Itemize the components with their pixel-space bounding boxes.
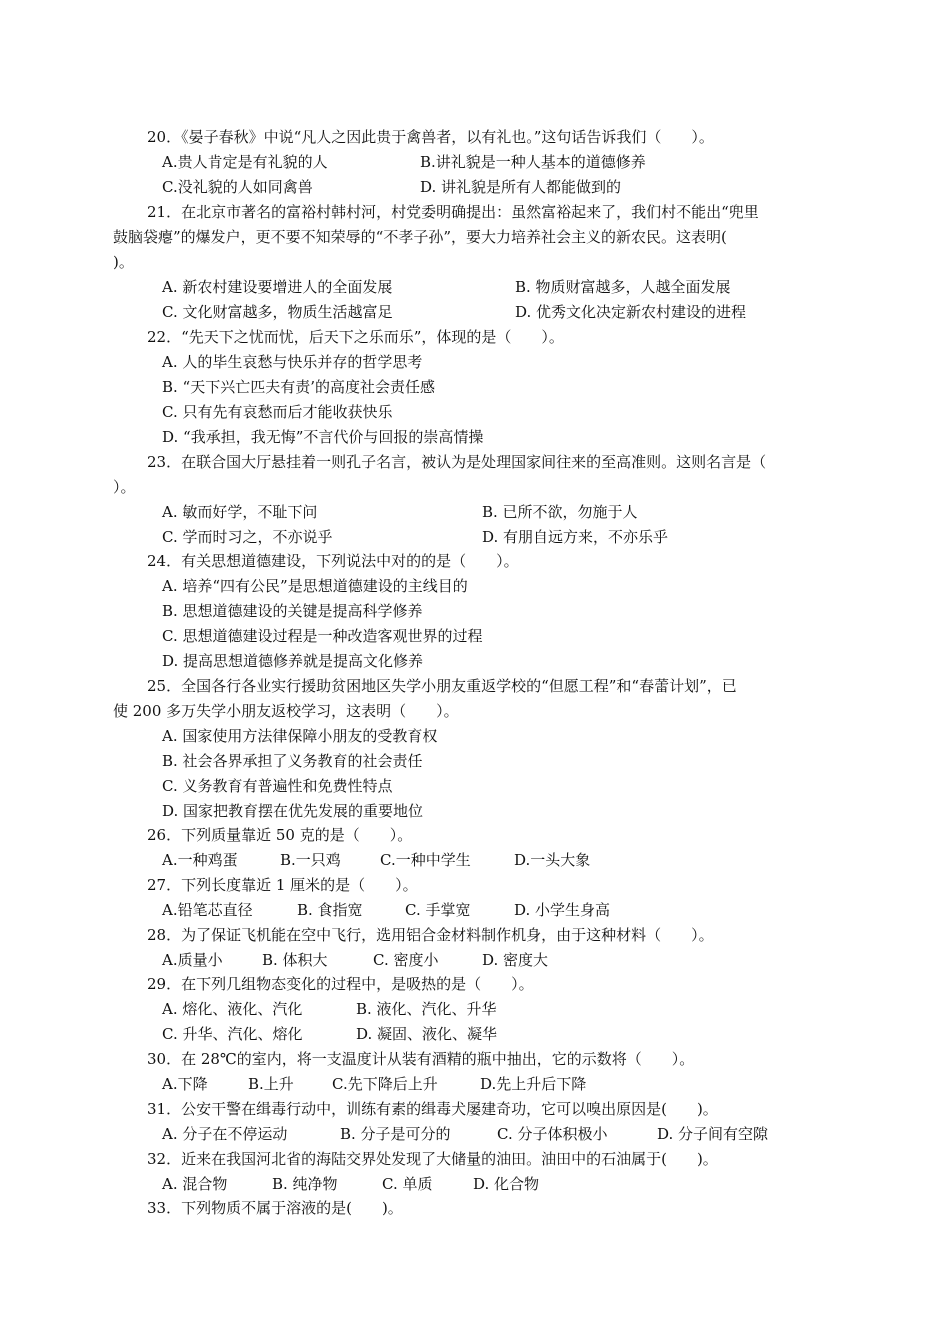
option: C. 只有先有哀愁而后才能收获快乐 <box>162 403 393 421</box>
option: D. 化合物 <box>473 1175 540 1193</box>
option: B. 思想道德建设的关键是提高科学修养 <box>162 602 423 620</box>
question-22: 22．“先天下之忧而忧，后天下之乐而乐”，体现的是（ ）。 <box>147 328 564 346</box>
question-25-cont: 使 200 多万失学小朋友返校学习，这表明（ ）。 <box>113 702 459 720</box>
option: D. 讲礼貌是所有人都能做到的 <box>420 178 622 196</box>
question-25: 25．全国各行各业实行援助贫困地区失学小朋友重返学校的“但愿工程”和“春蕾计划”，已 <box>147 677 737 695</box>
option: A.贵人肯定是有礼貌的人 <box>162 153 328 171</box>
question-31: 31．公安干警在缉毒行动中，训练有素的缉毒犬屡建奇功，它可以嗅出原因是( )。 <box>147 1100 718 1118</box>
option: D. 密度大 <box>482 951 549 969</box>
option: B.上升 <box>248 1075 294 1093</box>
option: D. 有朋自远方来，不亦乐乎 <box>482 528 669 546</box>
question-30: 30．在 28℃的室内，将一支温度计从装有酒精的瓶中抽出，它的示数将（ ）。 <box>147 1050 695 1068</box>
question-29: 29．在下列几组物态变化的过程中，是吸热的是（ ）。 <box>147 975 534 993</box>
option: A.下降 <box>162 1075 208 1093</box>
option: B.讲礼貌是一种人基本的道德修养 <box>420 153 646 171</box>
option: C. 升华、汽化、熔化 <box>162 1025 303 1043</box>
option: D. “我承担，我无悔”不言代价与回报的崇高情操 <box>162 428 484 446</box>
option: B. 物质财富越多，人越全面发展 <box>515 278 731 296</box>
option: C. 义务教育有普遍性和免费性特点 <box>162 777 393 795</box>
option: D. 小学生身高 <box>514 901 611 919</box>
option: A. 国家使用方法律保障小朋友的受教育权 <box>162 727 438 745</box>
option: B. 液化、汽化、升华 <box>356 1000 497 1018</box>
option: C. 学而时习之，不亦说乎 <box>162 528 333 546</box>
question-21: 21．在北京市著名的富裕村韩村河，村党委明确提出：虽然富裕起来了，我们村不能出“兜里 <box>147 203 759 221</box>
option: D.一头大象 <box>514 851 591 869</box>
option: A. 分子在不停运动 <box>162 1125 288 1143</box>
option: C. 思想道德建设过程是一种改造客观世界的过程 <box>162 627 483 645</box>
option: D.先上升后下降 <box>480 1075 587 1093</box>
option: D. 提高思想道德修养就是提高文化修养 <box>162 652 424 670</box>
option: C.一种中学生 <box>380 851 471 869</box>
question-21-cont: )。 <box>113 253 134 271</box>
option: A. 人的毕生哀愁与快乐并存的哲学思考 <box>162 353 423 371</box>
option: D. 分子间有空隙 <box>657 1125 769 1143</box>
question-33: 33．下列物质不属于溶液的是( )。 <box>147 1199 403 1217</box>
option: B. 食指宽 <box>297 901 363 919</box>
option: C. 密度小 <box>373 951 439 969</box>
option: A. 新农村建设要增进人的全面发展 <box>162 278 393 296</box>
option: C.先下降后上升 <box>332 1075 438 1093</box>
question-23-cont: ）。 <box>113 478 136 496</box>
question-32: 32．近来在我国河北省的海陆交界处发现了大储量的油田。油田中的石油属于( )。 <box>147 1150 718 1168</box>
option: D. 国家把教育摆在优先发展的重要地位 <box>162 802 424 820</box>
option: A. 熔化、液化、汽化 <box>162 1000 303 1018</box>
option: A. 培养“四有公民”是思想道德建设的主线目的 <box>162 577 468 595</box>
option: B. 分子是可分的 <box>340 1125 451 1143</box>
option: A.一种鸡蛋 <box>162 851 238 869</box>
option: A.铅笔芯直径 <box>162 901 253 919</box>
option: C. 分子体积极小 <box>497 1125 608 1143</box>
option: D. 优秀文化决定新农村建设的进程 <box>515 303 747 321</box>
option: A. 敏而好学，不耻下问 <box>162 503 318 521</box>
option: B. 已所不欲，勿施于人 <box>482 503 638 521</box>
question-28: 28．为了保证飞机能在空中飞行，选用铝合金材料制作机身，由于这种材料（ ）。 <box>147 926 714 944</box>
question-23: 23．在联合国大厅悬挂着一则孔子名言，被认为是处理国家间往来的至高准则。这则名言是（ <box>147 453 767 471</box>
question-20: 20．《晏子春秋》中说“凡人之因此贵于禽兽者，以有礼也。”这句话告诉我们（ ）。 <box>147 128 714 146</box>
option: B. 纯净物 <box>272 1175 338 1193</box>
option: B. 体积大 <box>262 951 328 969</box>
option: B. 社会各界承担了义务教育的社会责任 <box>162 752 423 770</box>
option: A. 混合物 <box>162 1175 228 1193</box>
option: C. 文化财富越多，物质生活越富足 <box>162 303 393 321</box>
option: B.一只鸡 <box>280 851 341 869</box>
option: B. “天下兴亡匹夫有责’的高度社会责任感 <box>162 378 435 396</box>
option: C.没礼貌的人如同禽兽 <box>162 178 313 196</box>
option: A.质量小 <box>162 951 223 969</box>
question-26: 26．下列质量靠近 50 克的是（ ）。 <box>147 826 413 844</box>
option: C. 单质 <box>382 1175 433 1193</box>
question-21-cont: 鼓脑袋瘪”的爆发户，更不要不知荣辱的“不孝子孙”，要大力培养社会主义的新农民。这表明( <box>113 228 727 246</box>
question-24: 24．有关思想道德建设，下列说法中对的的是（ ）。 <box>147 552 519 570</box>
option: D. 凝固、液化、凝华 <box>356 1025 498 1043</box>
question-27: 27．下列长度靠近 1 厘米的是（ ）。 <box>147 876 418 894</box>
option: C. 手掌宽 <box>405 901 471 919</box>
